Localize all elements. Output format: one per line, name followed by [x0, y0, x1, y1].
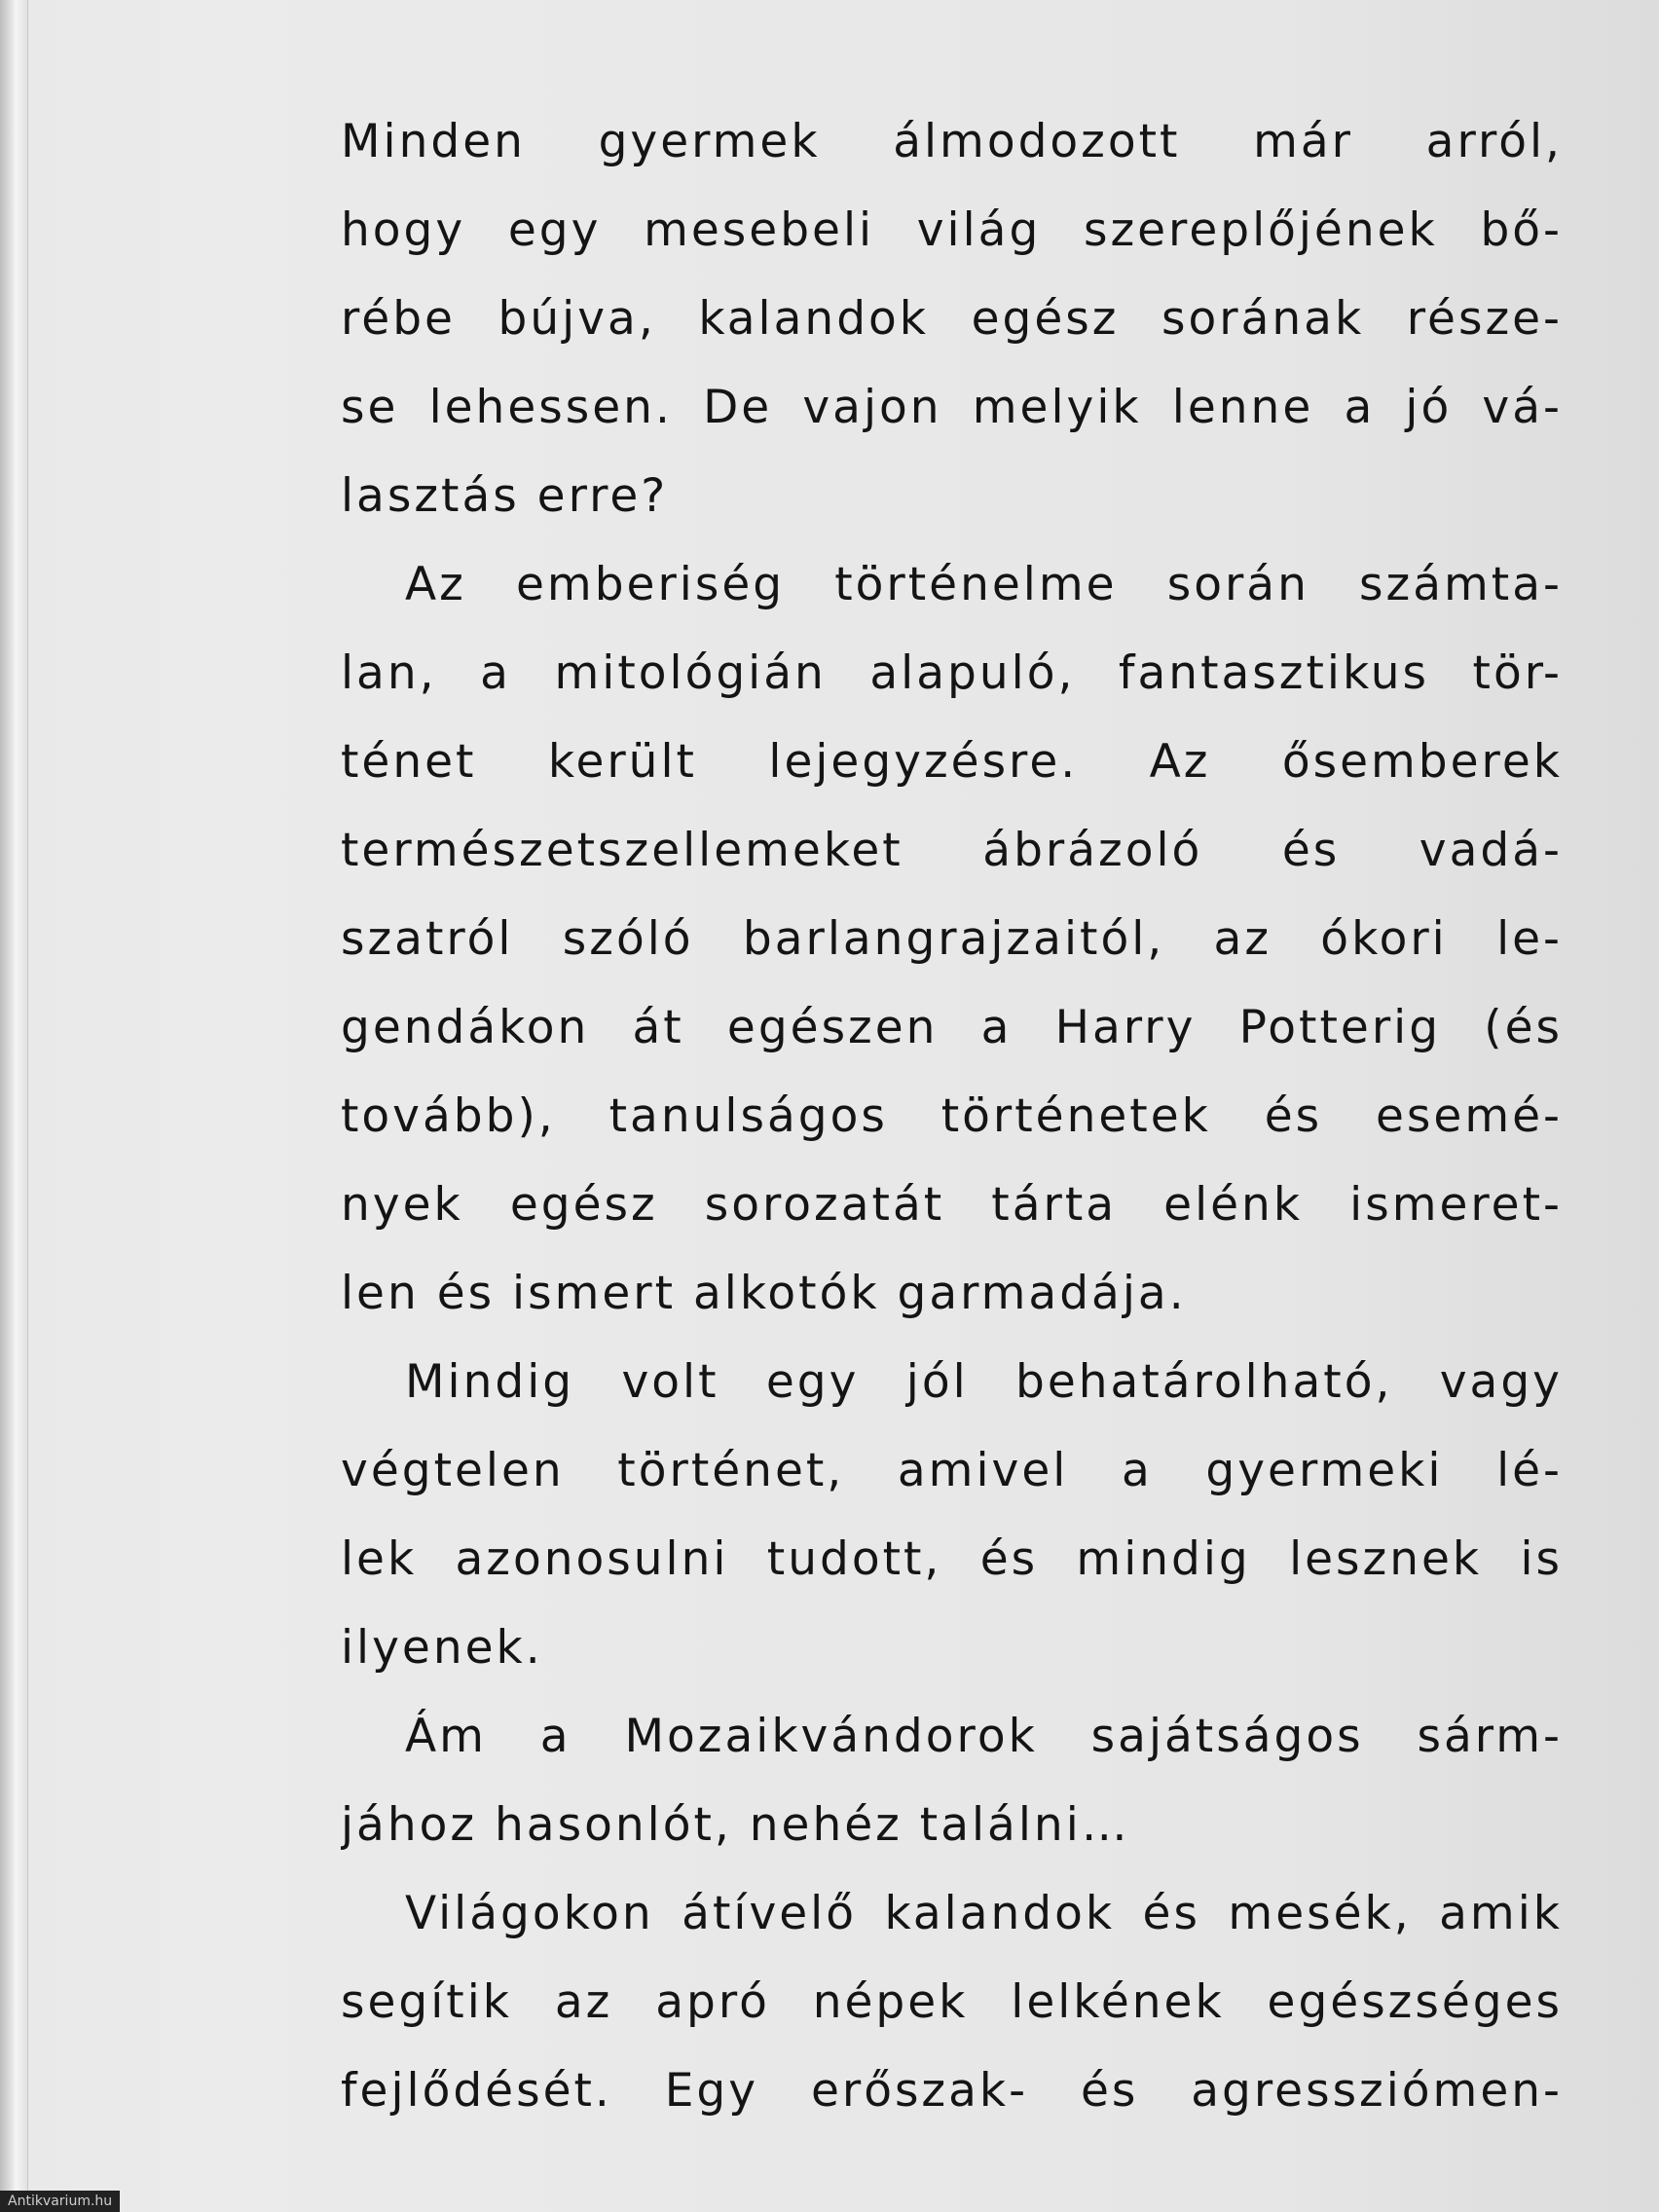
- body-text: [341, 97, 1563, 2135]
- text-line: Az emberiség történelme során számta-: [405, 558, 1563, 611]
- text-line: lan, a mitológián alapuló, fantasztikus tör-: [341, 646, 1563, 700]
- text-line: szatról szóló barlangrajzaitól, az ókori le-: [341, 912, 1563, 966]
- text-line: lek azonosulni tudott, és mindig lesznek is: [341, 1532, 1563, 1586]
- watermark: Antikvarium.hu: [0, 2191, 120, 2212]
- text-line: ténet került lejegyzésre. Az ősemberek: [341, 735, 1563, 789]
- text-line: gendákon át egészen a Harry Potterig (és: [341, 1001, 1563, 1054]
- text-line: rébe bújva, kalandok egész sorának része-: [341, 292, 1563, 346]
- text-line: hogy egy mesebeli világ szereplőjének bő-: [341, 203, 1563, 257]
- text-line: Mindig volt egy jól behatárolható, vagy: [405, 1355, 1563, 1409]
- text-line: len és ismert alkotók garmadája.: [341, 1267, 1187, 1320]
- text-line: fejlődését. Egy erőszak- és agressziómen-: [341, 2064, 1563, 2118]
- page-edge: [0, 0, 28, 2212]
- text-line: jához hasonlót, nehéz találni…: [341, 1798, 1130, 1852]
- text-line: nyek egész sorozatát tárta elénk ismeret-: [341, 1178, 1563, 1232]
- text-line: ilyenek.: [341, 1621, 543, 1675]
- text-line: lasztás erre?: [341, 469, 669, 523]
- text-line: Minden gyermek álmodozott már arról,: [341, 115, 1563, 168]
- text-line: természetszellemeket ábrázoló és vadá-: [341, 824, 1563, 877]
- text-line: Ám a Mozaikvándorok sajátságos sárm-: [405, 1710, 1563, 1763]
- text-line: segítik az apró népek lelkének egészséges: [341, 1975, 1563, 2029]
- text-line: Világokon átívelő kalandok és mesék, amik: [405, 1887, 1563, 1940]
- text-line: végtelen történet, amivel a gyermeki lé-: [341, 1444, 1563, 1497]
- text-line: se lehessen. De vajon melyik lenne a jó vá-: [341, 381, 1563, 434]
- text-line: tovább), tanulságos történetek és esemé-: [341, 1089, 1563, 1143]
